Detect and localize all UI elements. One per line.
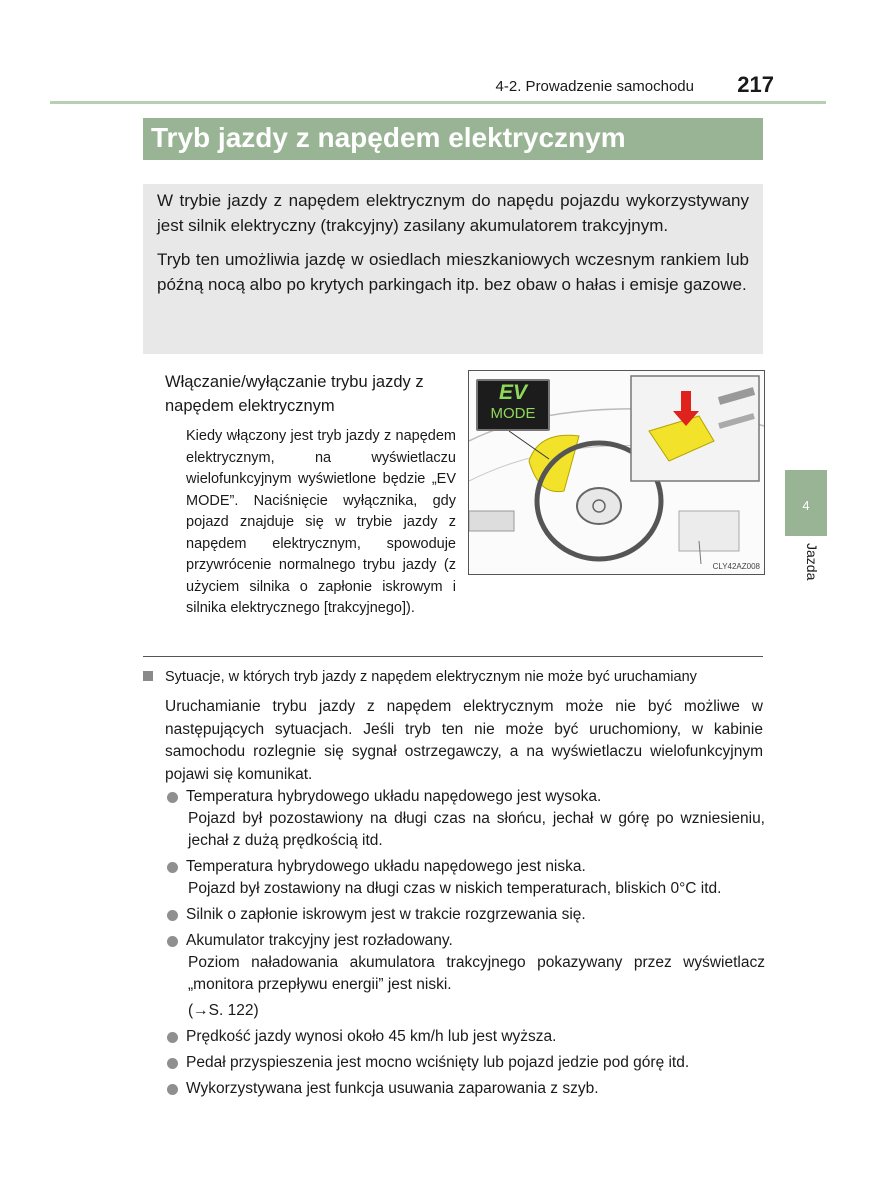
list-item <box>165 1026 765 1048</box>
bullet-text: Prędkość jazdy wynosi około 45 km/h lub jest wyższa. <box>186 1028 557 1045</box>
bullet-icon <box>167 862 178 873</box>
bullet-icon <box>167 1058 178 1069</box>
list-item <box>165 1078 765 1100</box>
bullet-text: Temperatura hybrydowego układu napędowego jest niska. <box>186 858 586 875</box>
page-reference: (→S. 122) <box>188 1002 259 1019</box>
list-item <box>165 856 765 900</box>
bullet-detail: Pojazd był zostawiony na długi czas w niskich temperaturach, bliskich 0°C itd. <box>188 880 722 897</box>
list-item <box>165 904 765 926</box>
list-item <box>165 1052 765 1074</box>
list-item <box>165 930 765 1022</box>
page-title: Tryb jazdy z napędem elektrycznym <box>151 122 626 153</box>
bullet-detail: Poziom naładowania akumulatora trakcyjnego pokazywany przez wyświetlacz „monitora przepływu energii” jest niski. <box>188 954 765 993</box>
bullet-text: Silnik o zapłonie iskrowym jest w trakcie rozgrzewania się. <box>186 906 586 923</box>
bullet-text: Wykorzystywana jest funkcja usuwania zaparowania z szyb. <box>186 1080 599 1097</box>
title-bar <box>143 118 763 160</box>
bullet-text: Akumulator trakcyjny jest rozładowany. <box>186 932 453 949</box>
section-intro: Uruchamianie trybu jazdy z napędem elektrycznym może nie być możliwe w następujących sytuacjach. Jeśli tryb ten nie może być uruchomiony, w kabinie samochodu rozlegnie się sygnał ostrzegawczy, a na wyświetlaczu wielofunkcyjnym pojawi się komunikat. <box>165 698 763 783</box>
bullet-text: Temperatura hybrydowego układu napędowego jest wysoka. <box>186 788 602 805</box>
chapter-label: Jazda <box>804 543 820 581</box>
dashboard-illustration <box>468 370 765 575</box>
header-rule <box>50 101 826 104</box>
section-divider <box>143 656 763 657</box>
conditions-list <box>165 786 765 1104</box>
ev-mode-line1: EV <box>498 381 527 404</box>
list-item <box>165 786 765 852</box>
ev-mode-line2: MODE <box>490 405 536 422</box>
section-heading: Sytuacje, w których tryb jazdy z napędem elektrycznym nie może być uruchamiany <box>165 669 697 685</box>
bullet-icon <box>167 910 178 921</box>
ev-mode-display <box>476 379 550 431</box>
page-number: 217 <box>737 72 774 97</box>
bullet-icon <box>167 936 178 947</box>
figure-description: Kiedy włączony jest tryb jazdy z napędem elektrycznym, na wyświetlaczu wielofunkcyjnym wyświetlone będzie „EV MODE”. Naciśnięcie wyłącznika, gdy pojazd znajduje się w trybie jazdy z napędem elektrycznym, spowoduje przywrócenie normalnego trybu jazdy (z użyciem silnika o zapłonie iskrowym i silnika elektrycznego [trakcyjnego]). <box>186 428 456 616</box>
bullet-icon <box>167 1032 178 1043</box>
bullet-icon <box>167 792 178 803</box>
bullet-icon <box>167 1084 178 1095</box>
intro-paragraph: W trybie jazdy z napędem elektrycznym do napędu pojazdu wykorzystywany jest silnik elektryczny (trakcyjny) zasilany akumulatorem trakcyjnym. <box>157 191 749 235</box>
bullet-text: Pedał przyspieszenia jest mocno wciśnięty lub pojazd jedzie pod górę itd. <box>186 1054 690 1071</box>
section-title: 4-2. Prowadzenie samochodu <box>495 78 694 95</box>
figure-code: CLY42AZ008 <box>712 562 760 571</box>
section-square-icon <box>143 671 153 681</box>
chapter-tab <box>785 470 827 536</box>
intro-paragraph: Tryb ten umożliwia jazdę w osiedlach mieszkaniowych wczesnym rankiem lub późną nocą albo po krytych parkingach itp. bez obaw o hałas i emisje gazowe. <box>157 250 749 294</box>
chapter-number: 4 <box>802 498 810 513</box>
bullet-detail: Pojazd był pozostawiony na długi czas na słońcu, jechał w górę po wzniesieniu, jechał z dużą prędkością itd. <box>188 810 765 849</box>
figure-caption: Włączanie/wyłączanie trybu jazdy z napędem elektrycznym <box>165 373 424 415</box>
page-header <box>50 74 826 100</box>
intro-box <box>143 184 763 354</box>
